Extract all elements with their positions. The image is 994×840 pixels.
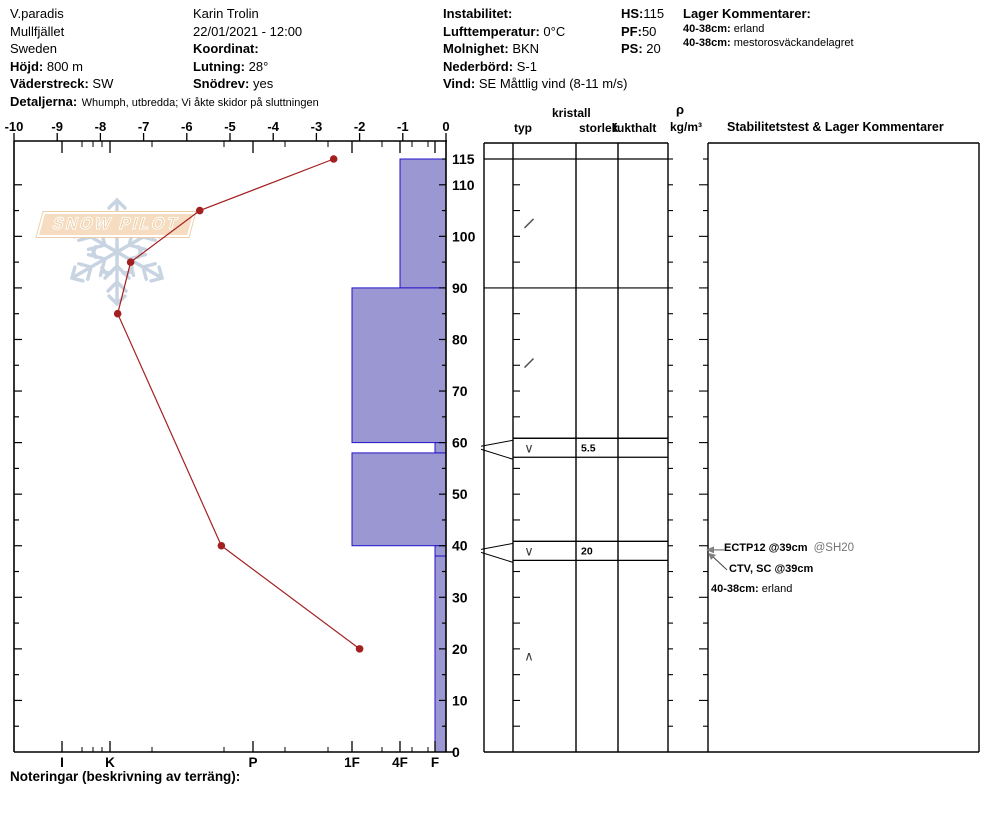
hardness-label: 4F bbox=[392, 755, 408, 770]
depth-label: 115 bbox=[452, 151, 475, 167]
snowpilot-logo: SNOW PILOT bbox=[37, 212, 196, 237]
grain-symbol-df bbox=[525, 359, 534, 368]
hardness-label: 1F bbox=[344, 755, 360, 770]
temp-tick-label: -6 bbox=[181, 119, 193, 134]
temp-tick-label: -10 bbox=[4, 119, 24, 134]
grain-symbol-df bbox=[525, 219, 534, 228]
depth-label: 100 bbox=[452, 228, 476, 245]
header-depths-block bbox=[621, 5, 664, 58]
grain-size-value: 5.5 bbox=[581, 442, 596, 455]
depth-label: 0 bbox=[452, 744, 460, 760]
depth-label: 40 bbox=[452, 537, 468, 554]
grain-symbol: ∨ bbox=[524, 440, 534, 456]
snowflake-watermark-icon bbox=[10, 145, 230, 365]
air-temp-row: Lufttemperatur: 0°C bbox=[443, 23, 566, 39]
hardness-bar bbox=[352, 288, 446, 443]
mountain-name: Mullfjället bbox=[10, 23, 65, 39]
depth-label: 50 bbox=[452, 486, 468, 503]
temperature-point bbox=[356, 645, 364, 653]
layer-comments-title: Lager Kommentarer: bbox=[683, 6, 811, 21]
layer-comment-annotation: 40-38cm: erland bbox=[711, 583, 793, 595]
hardness-bar bbox=[400, 159, 446, 288]
temp-tick-label: -7 bbox=[137, 119, 150, 134]
col-header-grain-type: typ bbox=[514, 121, 532, 135]
layer-flag-wedge bbox=[481, 552, 513, 562]
instability-row: Instabilitet: bbox=[443, 6, 513, 21]
depth-label: 70 bbox=[452, 383, 468, 400]
header-observer-block bbox=[193, 5, 302, 93]
depth-label: 80 bbox=[452, 331, 468, 348]
details-row: Detaljerna: Whumph, utbredda; Vi åkte skidor på sluttningen bbox=[10, 94, 319, 109]
hs-row: HS:115 bbox=[621, 6, 665, 21]
site-name: V.paradis bbox=[10, 6, 64, 21]
temp-tick-label: -8 bbox=[94, 119, 107, 134]
temp-tick-label: -2 bbox=[353, 119, 366, 134]
col-header-grain-size: storlek bbox=[579, 121, 619, 135]
col-header-crystal: kristall bbox=[552, 106, 591, 120]
depth-label: 30 bbox=[452, 589, 468, 606]
slope-angle-row: Lutning: 28° bbox=[193, 58, 269, 74]
grain-symbol: ∨ bbox=[524, 543, 534, 559]
pf-row: PF:50 bbox=[621, 23, 657, 39]
ect-arrow-head bbox=[706, 546, 714, 553]
sky-cover-row: Molnighet: BKN bbox=[443, 41, 540, 57]
col-header-density-unit: kg/m³ bbox=[670, 120, 703, 134]
layer-flag-wedge bbox=[481, 440, 513, 446]
precipitation-row: Nederbörd: S-1 bbox=[443, 58, 537, 74]
notes-label: Noteringar (beskrivning av terräng): bbox=[10, 769, 241, 784]
aspect-row: Väderstreck: SW bbox=[10, 76, 114, 92]
snowflake-arm bbox=[65, 236, 131, 290]
col-header-moisture: fukthalt bbox=[613, 121, 657, 135]
ect-test-annotation: ECTP12 @39cm @SH20 bbox=[724, 542, 855, 554]
layer-flag-wedge bbox=[481, 449, 513, 459]
observer-name: Karin Trolin bbox=[193, 6, 259, 21]
ps-row: PS: 20 bbox=[621, 41, 661, 57]
temp-tick-label: -3 bbox=[310, 119, 323, 134]
hardness-bar bbox=[352, 453, 446, 546]
elevation-row: Höjd: 800 m bbox=[10, 58, 83, 74]
hardness-label: F bbox=[430, 755, 440, 770]
layer-flag-wedge bbox=[481, 543, 513, 549]
drifting-snow-row: Snödrev: yes bbox=[193, 76, 274, 92]
hardness-label: I bbox=[60, 755, 64, 770]
grain-size-value: 20 bbox=[581, 545, 593, 558]
hardness-label: P bbox=[248, 755, 258, 770]
depth-label: 60 bbox=[452, 434, 468, 451]
hardness-label: K bbox=[105, 755, 115, 770]
depth-label: 10 bbox=[452, 692, 468, 709]
temperature-point bbox=[218, 542, 226, 550]
header-weather-block bbox=[443, 5, 627, 93]
snowflake-arm bbox=[103, 236, 169, 290]
datetime: 22/01/2021 - 12:00 bbox=[193, 23, 303, 39]
ctv-arrow-shaft bbox=[713, 557, 727, 570]
depth-label: 110 bbox=[452, 176, 475, 193]
layer-comment-1: 40-38cm: erland bbox=[683, 23, 765, 35]
ctv-test-annotation: CTV, SC @39cm bbox=[729, 563, 814, 575]
temperature-point bbox=[330, 155, 338, 163]
header-location-block bbox=[10, 5, 113, 93]
ctv-arrow-head bbox=[708, 553, 716, 560]
col-header-density-symbol: ρ bbox=[676, 102, 685, 117]
layer-comments-block bbox=[683, 5, 854, 50]
temp-tick-label: -5 bbox=[224, 119, 236, 134]
temp-tick-label: -1 bbox=[397, 119, 409, 134]
temp-tick-label: -4 bbox=[267, 119, 279, 134]
hardness-bar bbox=[435, 443, 446, 453]
layer-comment-2: 40-38cm: mestorosväckandelagret bbox=[683, 37, 854, 49]
country: Sweden bbox=[10, 41, 57, 57]
col-header-stability-tests: Stabilitetstest & Lager Kommentarer bbox=[727, 120, 944, 134]
depth-label: 90 bbox=[452, 279, 468, 296]
depth-label: 20 bbox=[452, 640, 468, 657]
hardness-bar bbox=[435, 546, 446, 556]
hardness-bar bbox=[435, 556, 446, 752]
temp-tick-label: -9 bbox=[51, 119, 63, 134]
coordinates-row: Koordinat: bbox=[193, 41, 259, 57]
temp-tick-label: 0 bbox=[442, 119, 450, 134]
wind-row: Vind: SE Måttlig vind (8-11 m/s) bbox=[443, 76, 628, 92]
grain-symbol: ∧ bbox=[524, 648, 534, 664]
